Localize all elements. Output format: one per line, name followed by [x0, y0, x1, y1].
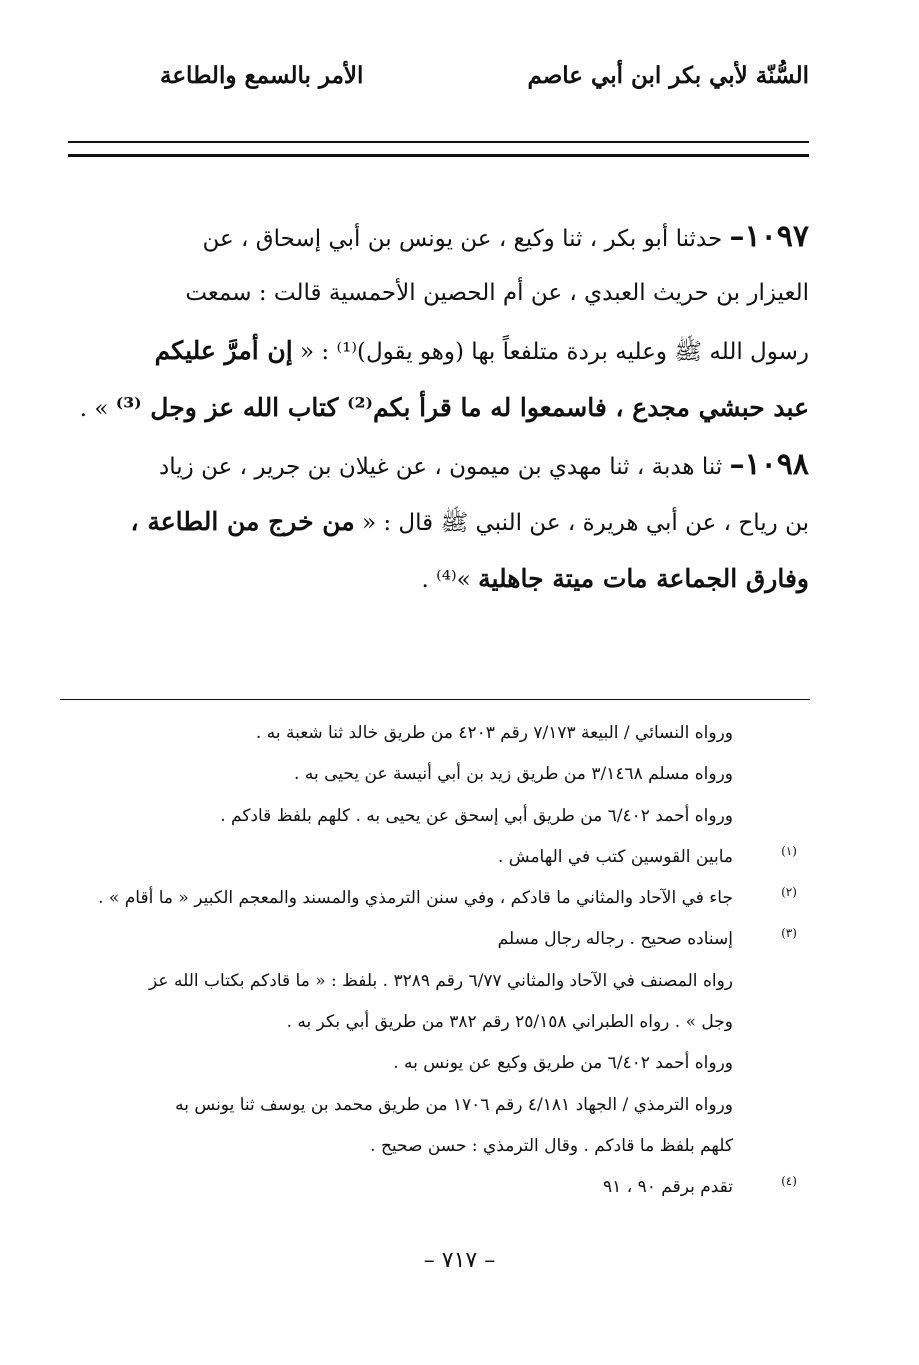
hadith-matn: وفارق الجماعة مات ميتة جاهلية — [478, 564, 809, 593]
hadith-text: »⁽⁴⁾ . — [421, 567, 479, 593]
hadith-number: ١٠٩٧– — [729, 219, 809, 254]
hadith-matn: إن أمرَّ عليكم — [154, 336, 293, 365]
hadith-1097-line — [60, 322, 809, 379]
hadith-matn: عبد حبشي مجدع ، فاسمعوا له ما قرأ بكم⁽²⁾ كتاب الله عز وجل ⁽³⁾ — [115, 393, 809, 422]
hadith-1098-line — [60, 436, 809, 493]
hadith-text: رسول الله ﷺ وعليه بردة متلفعاً بها (وهو يقول)⁽¹⁾ : « — [292, 339, 809, 365]
hadith-1097-line — [60, 379, 809, 436]
hadith-number: ١٠٩٨– — [729, 447, 809, 482]
footnote-line: (٣) إسناده صحيح . رجاله رجال مسلم — [50, 919, 809, 960]
page-number: – ٧١٧ – — [423, 1248, 496, 1273]
footnote-marker: (٢) — [781, 885, 797, 900]
chapter-title-header: الأمر بالسمع والطاعة — [160, 62, 364, 89]
footnote-line: ورواه أحمد ٦/٤٠٢ من طريق أبي إسحق عن يحيى به . كلهم بلفظ قادكم . — [220, 805, 733, 826]
hadith-1097-line — [60, 208, 809, 265]
footnote-line: ورواه النسائي / البيعة ٧/١٧٣ رقم ٤٢٠٣ من طريق خالد ثنا شعبة به . — [255, 723, 733, 743]
hadith-1097-line: العيزار بن حريث العبدي ، عن أم الحصين الأحمسية قالت : سمعت — [185, 280, 809, 306]
header-rule-thin — [68, 141, 809, 143]
footnotes — [50, 713, 809, 1209]
footnote-line: وجل » . رواه الطبراني ٢٥/١٥٨ رقم ٣٨٢ من طريق أبي بكر به . — [286, 1012, 733, 1033]
footnote-marker: (١) — [781, 843, 797, 858]
hadith-1098-line — [60, 493, 809, 550]
hadith-1098-line — [60, 550, 809, 607]
footnote-line: (٤) تقدم برقم ٩٠ ، ٩١ — [50, 1167, 809, 1208]
footnote-separator — [60, 699, 810, 700]
footnote-marker: (٣) — [781, 926, 797, 941]
main-text — [60, 208, 809, 607]
footnote-line: (١) مابين القوسين كتب في الهامش . — [50, 837, 809, 878]
footnote-line: ورواه الترمذي / الجهاد ٤/١٨١ رقم ١٧٠٦ من طريق محمد بن يوسف ثنا يونس به — [175, 1094, 733, 1115]
hadith-matn: من خرج من الطاعة ، — [130, 507, 355, 536]
book-title-header: السُّنّة لأبي بكر ابن أبي عاصم — [527, 62, 809, 89]
footnote-line: (٢) جاء في الآحاد والمثاني ما قادكم ، وفي سنن الترمذي والمسند والمعجم الكبير « ما أقام » . — [50, 878, 809, 919]
hadith-text: ثنا هدبة ، ثنا مهدي بن ميمون ، عن غيلان بن جرير ، عن زياد — [159, 454, 730, 480]
hadith-text: » . — [79, 396, 116, 422]
footnote-line: كلهم بلفظ ما قادكم . وقال الترمذي : حسن صحيح . — [370, 1135, 733, 1156]
footnote-line: ورواه مسلم ٣/١٤٦٨ من طريق زيد بن أبي أنيسة عن يحيى به . — [294, 764, 733, 785]
footnote-line: رواه المصنف في الآحاد والمثاني ٦/٧٧ رقم ٣٢٨٩ . بلفظ : « ما قادكم بكتاب الله عز — [149, 970, 733, 991]
header-rule-thick — [68, 154, 809, 157]
footnote-marker: (٤) — [781, 1174, 797, 1189]
hadith-text: حدثنا أبو بكر ، ثنا وكيع ، عن يونس بن أبي إسحاق ، عن — [202, 226, 730, 252]
footnote-line: ورواه أحمد ٦/٤٠٢ من طريق وكيع عن يونس به . — [393, 1053, 733, 1074]
hadith-text: بن رياح ، عن أبي هريرة ، عن النبي ﷺ قال : « — [354, 510, 809, 536]
